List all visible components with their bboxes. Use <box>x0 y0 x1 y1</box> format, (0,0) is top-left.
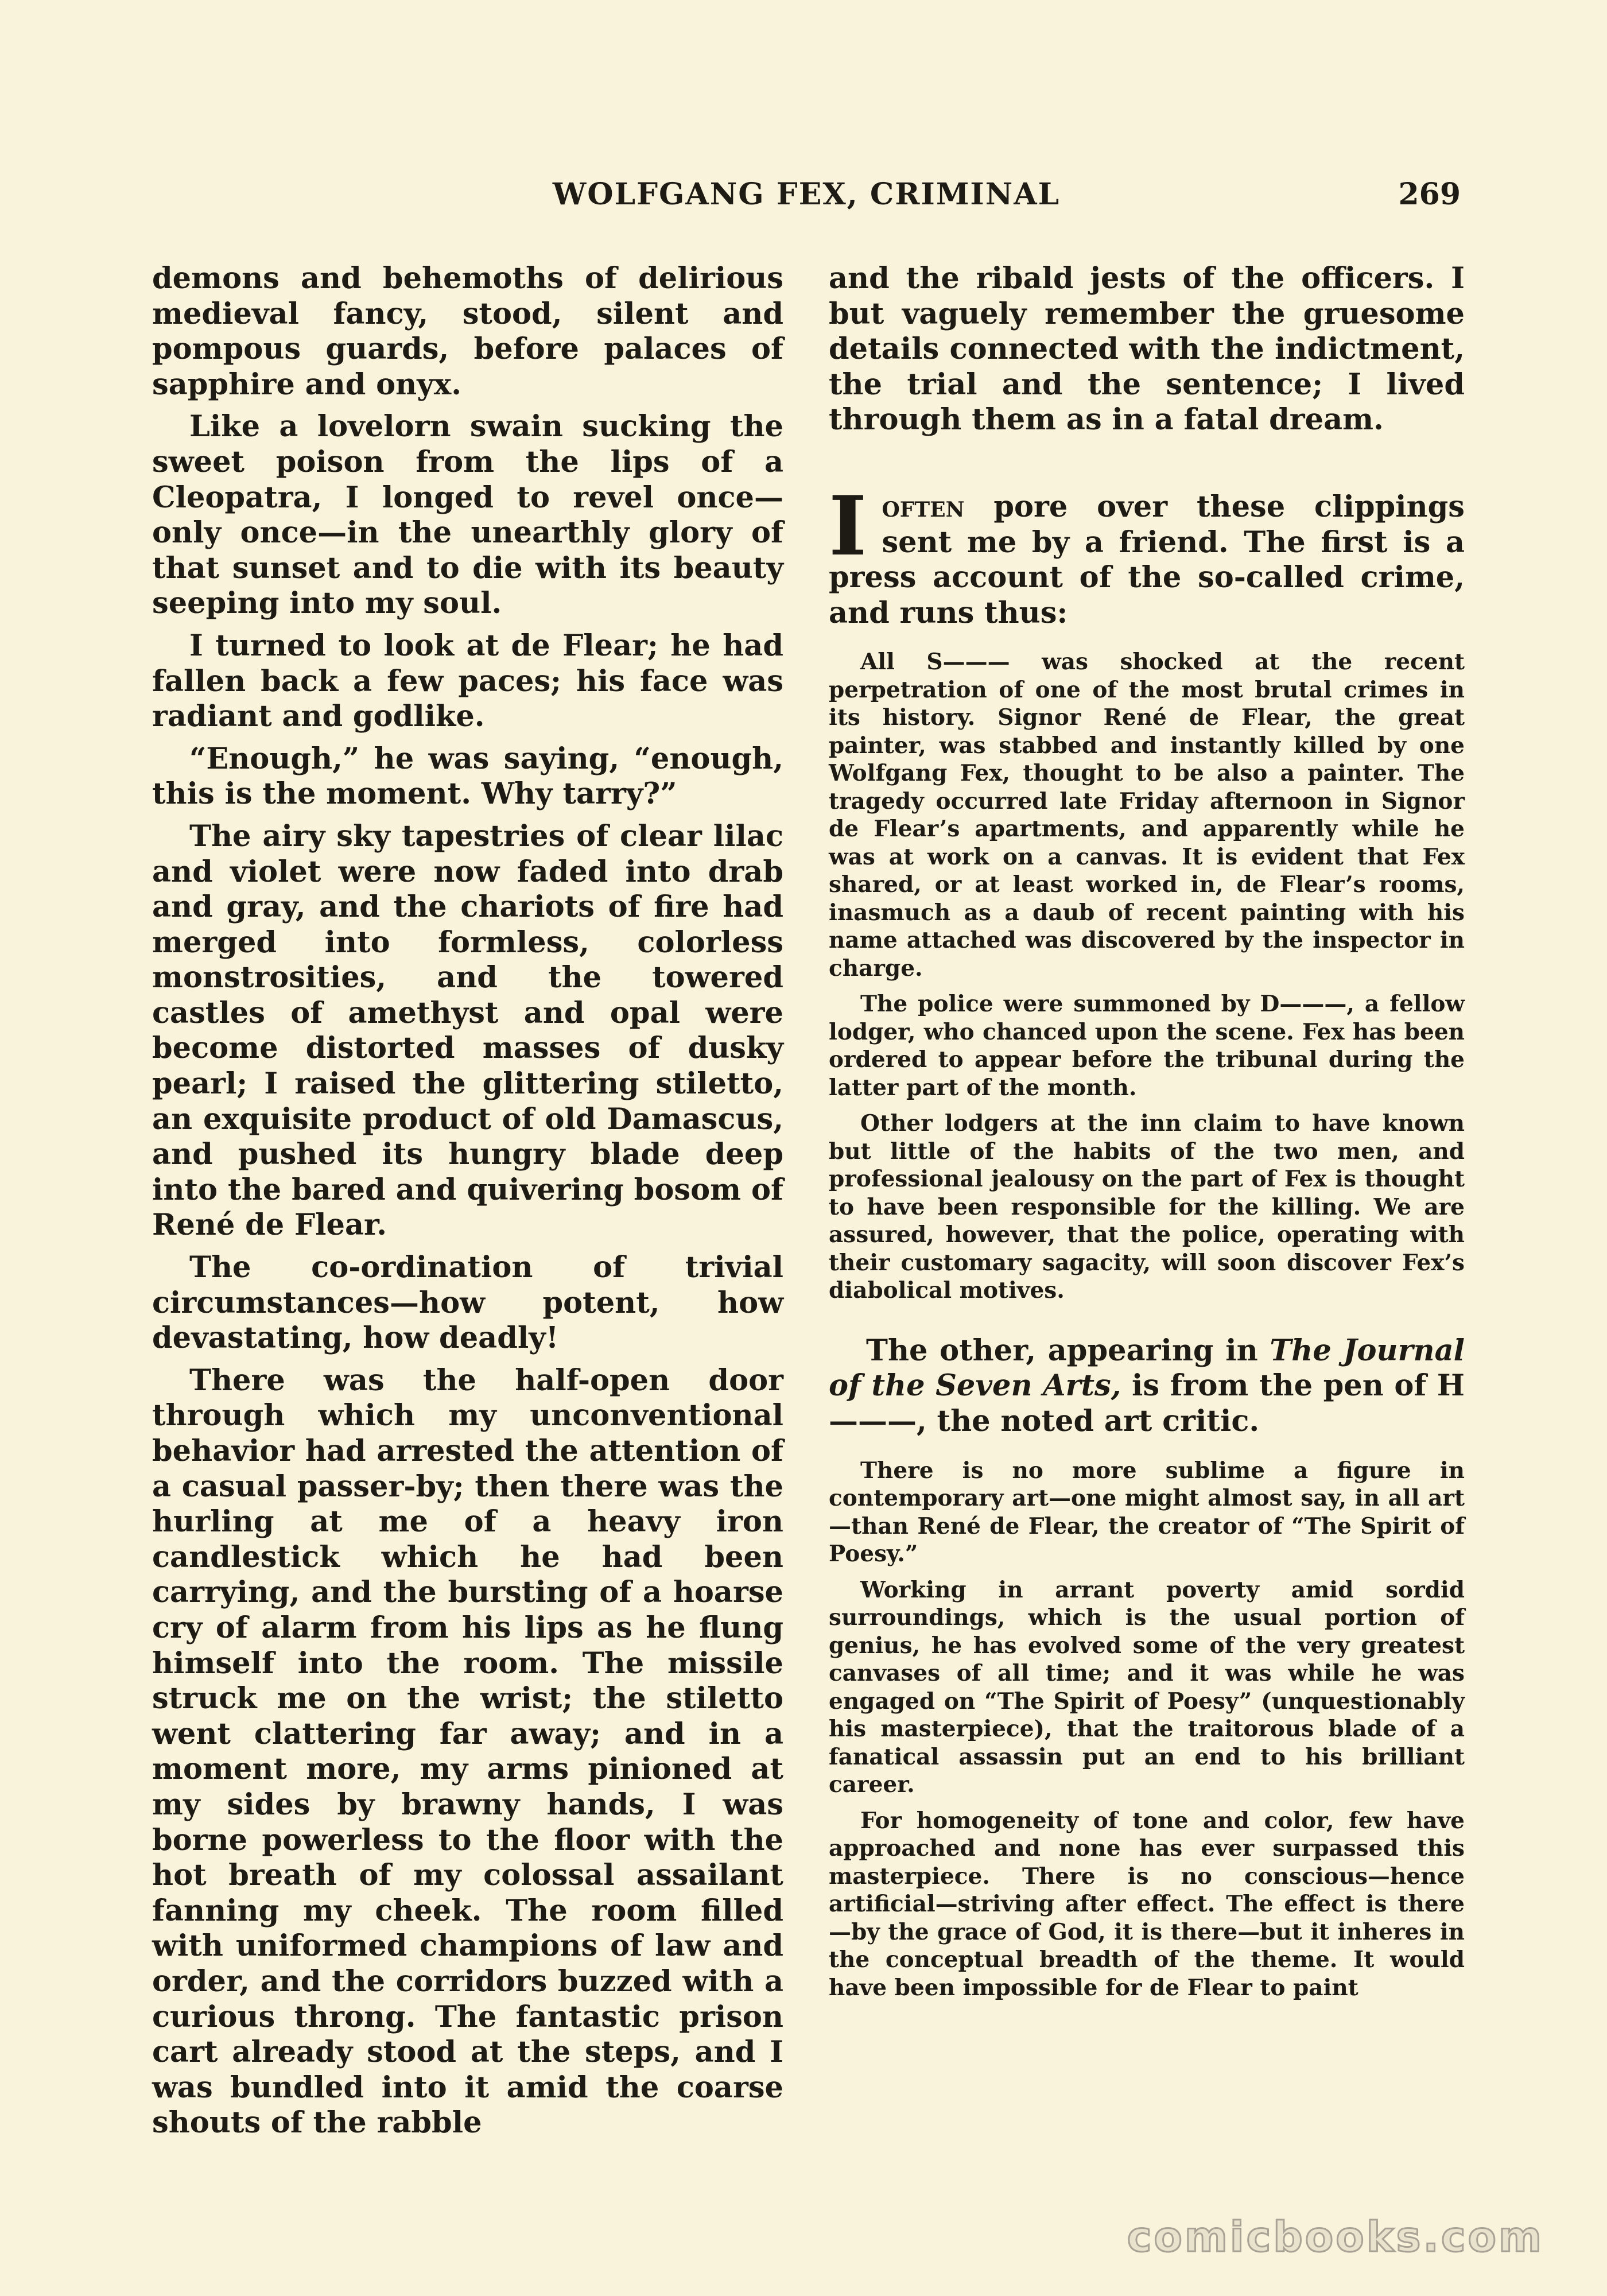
clipping-paragraph: The police were summoned by D———, a fellow lodger, who chanced upon the scene. Fex has been ordered to appear before the tribunal during the latter part of the month. <box>829 991 1465 1101</box>
clipping-paragraph: All S——— was shocked at the recent perpetration of one of the most brutal crimes in its history. Signor René de Flear, the great painter, was stabbed and instantly killed by one Wolfgang Fex, thought to be also a painter. The tragedy occurred late Friday afternoon in Signor de Flear’s apartments, and apparently while he was at work on a canvas. It is evident that Fex shared, or at least worked in, de Flear’s rooms, inasmuch as a daub of recent painting with his name attached was discovered by the inspector in charge. <box>829 649 1465 982</box>
clipping-paragraph: Working in arrant poverty amid sordid surroundings, which is the usual portion of genius, he has evolved some of the very greatest canvases of all time; and it was while he was engaged on “The Spirit of Poesy” (unquestionably his masterpiece), that the traitorous blade of a fanatical assassin put an end to his brilliant career. <box>829 1576 1465 1798</box>
paragraph: There was the half-open door through which my unconventional behavior had arrested the attention of a casual passer-by; then there was the hurling at me of a heavy iron candlestick which he had been carrying, and the bursting of a hoarse cry of alarm from his lips as he flung himself into the room. The missile struck me on the wrist; the stiletto went clattering far away; and in a moment more, my arms pinioned at my sides by brawny hands, I was borne powerless to the floor with the hot breath of my colossal assailant fanning my cheek. The room filled with uniformed champions of law and order, and the corridors buzzed with a curious throng. The fantastic prison cart already stood at the steps, and I was bundled into it amid the coarse shouts of the rabble <box>152 1363 783 2140</box>
drop-cap: I <box>829 478 867 574</box>
paragraph: “Enough,” he was saying, “enough, this is the moment. Why tarry?” <box>152 741 783 812</box>
left-column <box>152 261 783 2148</box>
journal-title: The Journal of the Seven Arts, <box>829 1333 1465 1403</box>
page-number: 269 <box>1398 177 1461 212</box>
paragraph: demons and behemoths of delirious medieval fancy, stood, silent and pompous guards, before palaces of sapphire and onyx. <box>152 261 783 402</box>
paragraph: and the ribald jests of the officers. I but vaguely remember the gruesome details connected with the indictment, the trial and the sentence; I lived through them as in a fatal dream. <box>829 261 1465 437</box>
clipping-paragraph: Other lodgers at the inn claim to have known but little of the habits of the two men, and professional jealousy on the part of Fex is thought to have been responsible for the killing. We are assured, however, that the police, operating with their customary sagacity, will soon discover Fex’s diabolical motives. <box>829 1110 1465 1304</box>
small-caps-lead: often <box>882 489 965 524</box>
paragraph: Like a lovelorn swain sucking the sweet poison from the lips of a Cleopatra, I longed to revel once—only once—in the unearthly glory of that sunset and to die with its beauty seeping into my soul. <box>152 409 783 621</box>
dropcap-paragraph <box>829 478 1465 631</box>
right-column <box>829 261 1465 2010</box>
text-run: is from the pen of H———, the noted art critic. <box>829 1368 1465 1439</box>
clipping-paragraph: There is no more sublime a figure in contemporary art—one might almost say, in all art—than René de Flear, the creator of “The Spirit of Poesy.” <box>829 1457 1465 1568</box>
text-run: The other, appearing in <box>866 1333 1270 1368</box>
paragraph: The airy sky tapestries of clear lilac and violet were now faded into drab and gray, and the chariots of fire had merged into formless, colorless monstrosities, and the towered castles of amethyst and opal were become distorted masses of dusky pearl; I raised the glittering stiletto, an exquisite product of old Damascus, and pushed its hungry blade deep into the bared and quivering bosom of René de Flear. <box>152 819 783 1243</box>
running-head: WOLFGANG FEX, CRIMINAL <box>552 177 1061 212</box>
paragraph: I turned to look at de Flear; he had fallen back a few paces; his face was radiant and godlike. <box>152 628 783 734</box>
paragraph-text: pore over these clippings sent me by a friend. The first is a press account of the so-called crime, and runs thus: <box>829 489 1465 630</box>
clipping-paragraph: For homogeneity of tone and color, few have approached and none has ever surpassed this masterpiece. There is no conscious—hence artificial—striving after effect. The effect is there—by the grace of God, it is there—but it inheres in the conceptual breadth of the theme. It would have been impossible for de Flear to paint <box>829 1807 1465 2001</box>
critic-clipping <box>829 1457 1465 2002</box>
watermark: comicbooks.com <box>1127 2213 1544 2261</box>
paragraph: The co-ordination of trivial circumstances—how potent, how devastating, how deadly! <box>152 1250 783 1356</box>
page-header <box>152 177 1461 223</box>
press-clipping <box>829 648 1465 1305</box>
paragraph <box>829 1333 1465 1440</box>
